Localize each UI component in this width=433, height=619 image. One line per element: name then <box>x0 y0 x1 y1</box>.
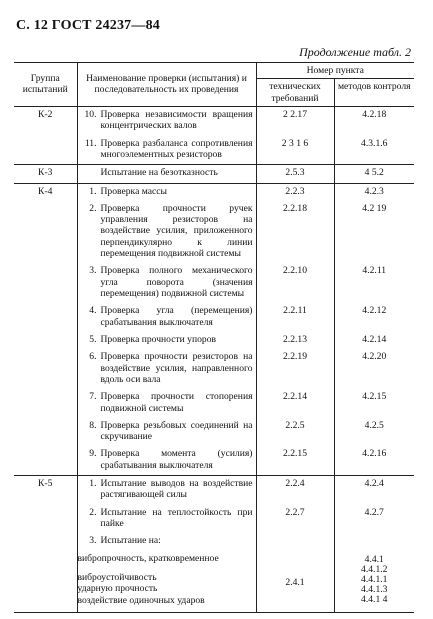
group-cell: К-4 <box>14 183 77 201</box>
table-row <box>14 476 414 505</box>
item-number: 4. <box>89 305 97 317</box>
table-row <box>14 551 414 613</box>
name-cell <box>77 505 256 534</box>
item-text: Проверка прочности резисторов на воздействие усилия, направленного вдоль оси вала <box>100 351 253 385</box>
tech-cell: 2.4.1 <box>256 551 334 613</box>
table-row <box>14 505 414 534</box>
item-number: 9. <box>89 448 97 460</box>
method-cell: 4.3.1.6 <box>361 137 388 149</box>
item-text: Проверка массы <box>100 185 167 197</box>
item-text: Проверка прочности ручек управления резисторов на воздействие усилия, приложенного перпендикулярно к линии перемещения подвижной системы <box>100 202 253 260</box>
item-text: Проверка разбаланса сопротивления многоэлементных резисторов <box>100 137 253 160</box>
tech-cell: 2 3 1 6 <box>256 136 334 165</box>
group-cell <box>14 349 77 389</box>
name-cell <box>77 349 256 389</box>
name-cell <box>77 418 256 447</box>
name-cell <box>77 476 256 505</box>
item-number: 3. <box>89 265 97 277</box>
group-cell <box>14 332 77 349</box>
method-cell: 4 5.2 <box>334 165 414 183</box>
table-row <box>14 332 414 349</box>
item-text: Проверка прочности упоров <box>100 333 217 345</box>
group-cell: К-5 <box>14 476 77 505</box>
method-cell: 4.2.18 <box>334 106 414 135</box>
tech-cell: 2.2.18 <box>256 201 334 264</box>
item-number: 7. <box>89 391 97 403</box>
tech-cell: 2.2.3 <box>256 183 334 201</box>
item-text: Испытание на теплостойкость при пайке <box>100 506 253 529</box>
name-cell <box>77 201 256 264</box>
item-number: 2. <box>89 202 97 214</box>
name-cell <box>77 263 256 303</box>
header-point: Номер пункта <box>256 63 414 79</box>
table-row <box>14 446 414 475</box>
method-value: 4.4.1.2 <box>361 563 388 575</box>
item-text: Испытание выводов на воздействие растягивающей силы <box>100 478 253 501</box>
method-cell: 4.2.3 <box>334 183 414 201</box>
table-row <box>14 349 414 389</box>
item-text: Проверка угла (перемещения) срабатывания выключателя <box>100 305 253 328</box>
tech-cell: 2.2.5 <box>256 418 334 447</box>
group-cell <box>14 263 77 303</box>
name-cell <box>77 446 256 475</box>
method-cell: 4.2.11 <box>362 265 387 277</box>
item-number: 1. <box>89 185 97 197</box>
name-cell <box>77 303 256 332</box>
group-cell: К-3 <box>14 165 77 183</box>
method-value: 4.4.1.1 <box>361 573 388 585</box>
method-cell <box>334 533 414 550</box>
group-cell: К-2 <box>14 106 77 135</box>
group-cell <box>14 136 77 165</box>
name-cell <box>77 332 256 349</box>
checks-table <box>14 62 414 613</box>
method-cell <box>334 551 414 613</box>
name-cell <box>77 389 256 418</box>
item-text: Проверка резьбовых соединений на скручивание <box>100 419 253 443</box>
group-cell <box>14 505 77 534</box>
group-cell <box>14 446 77 475</box>
sub-item: ударную прочность <box>77 583 158 595</box>
tech-cell <box>256 533 334 550</box>
item-text: Проверка момента (усилия) срабатывания выключателя <box>100 448 253 471</box>
method-value: 4.4.1.3 <box>361 583 388 595</box>
tech-cell: 2.2.15 <box>256 446 334 475</box>
table-row <box>14 533 414 550</box>
tech-cell: 2.2.13 <box>256 332 334 349</box>
table-row <box>14 389 414 418</box>
group-cell <box>14 303 77 332</box>
table-row <box>14 418 414 447</box>
item-number: 11. <box>84 137 97 149</box>
item-text: Проверка полного механического угла поворота (значения перемещения) подвижной системы <box>100 265 253 299</box>
item-number: 2. <box>89 506 97 518</box>
item-number: 1. <box>89 478 97 490</box>
method-value: 4.4.1 <box>364 553 384 565</box>
method-cell: 4.2.15 <box>362 391 387 403</box>
group-cell <box>14 533 77 550</box>
sub-items-cell <box>77 551 256 613</box>
group-cell <box>14 551 77 613</box>
table-row <box>14 165 414 183</box>
table-continuation-caption: Продолжение табл. 2 <box>299 45 411 59</box>
tech-cell: 2.2.14 <box>256 389 334 418</box>
tech-cell: 2.2.7 <box>256 505 334 534</box>
method-cell: 4.2.20 <box>362 351 387 363</box>
method-cell: 4.2.16 <box>362 448 387 460</box>
group-cell <box>14 201 77 264</box>
header-group: Группа испытаний <box>14 63 77 107</box>
method-cell: 4.2.14 <box>362 333 387 345</box>
header-tech: технических требований <box>256 79 334 107</box>
tech-cell: 2.2.11 <box>256 303 334 332</box>
group-cell <box>14 418 77 447</box>
table-row <box>14 106 414 135</box>
item-number: 10. <box>84 108 97 120</box>
method-cell: 4.2.5 <box>364 419 384 431</box>
sub-item: вибропрочность, кратковременное <box>77 552 219 564</box>
name-cell <box>77 183 256 201</box>
item-number: 6. <box>89 351 97 363</box>
name-cell <box>77 136 256 165</box>
table-row <box>14 201 414 264</box>
tech-cell: 2.2.10 <box>256 263 334 303</box>
tech-cell: 2 2.17 <box>256 106 334 135</box>
sub-item: воздействие одиночных ударов <box>77 594 205 606</box>
method-cell: 4.2.12 <box>362 305 387 317</box>
item-number: 8. <box>89 419 97 431</box>
name-cell <box>77 165 256 183</box>
tech-cell: 2.2.19 <box>256 349 334 389</box>
name-cell <box>77 533 256 550</box>
item-text: Проверка независимости вращения концентрических валов <box>100 108 253 132</box>
method-value: 4.4.1 4 <box>361 593 388 605</box>
header-methods: методов контроля <box>334 79 414 107</box>
table-row <box>14 183 414 201</box>
method-cell: 4.2.4 <box>334 476 414 505</box>
header-name: Наименование проверки (испытания) и последовательность их проведения <box>77 63 256 107</box>
table-row <box>14 136 414 165</box>
item-number: 3. <box>89 535 97 547</box>
sub-item: виброустойчивость <box>77 571 157 583</box>
item-number: 5. <box>89 333 97 345</box>
table-body <box>14 106 414 612</box>
item-text: Испытание на: <box>100 535 161 547</box>
name-cell <box>77 106 256 135</box>
item-text: Проверка прочности стопорения подвижной системы <box>100 391 253 414</box>
method-cell: 4.2.7 <box>364 506 384 518</box>
tech-cell: 2.5.3 <box>256 165 334 183</box>
item-number <box>81 167 101 178</box>
method-cell: 4.2 19 <box>362 202 387 214</box>
tech-cell: 2.2.4 <box>256 476 334 505</box>
page-header: С. 12 ГОСТ 24237—84 <box>16 18 160 33</box>
table-row <box>14 263 414 303</box>
item-text: Испытание на безотказность <box>100 167 218 179</box>
table-row <box>14 303 414 332</box>
group-cell <box>14 389 77 418</box>
